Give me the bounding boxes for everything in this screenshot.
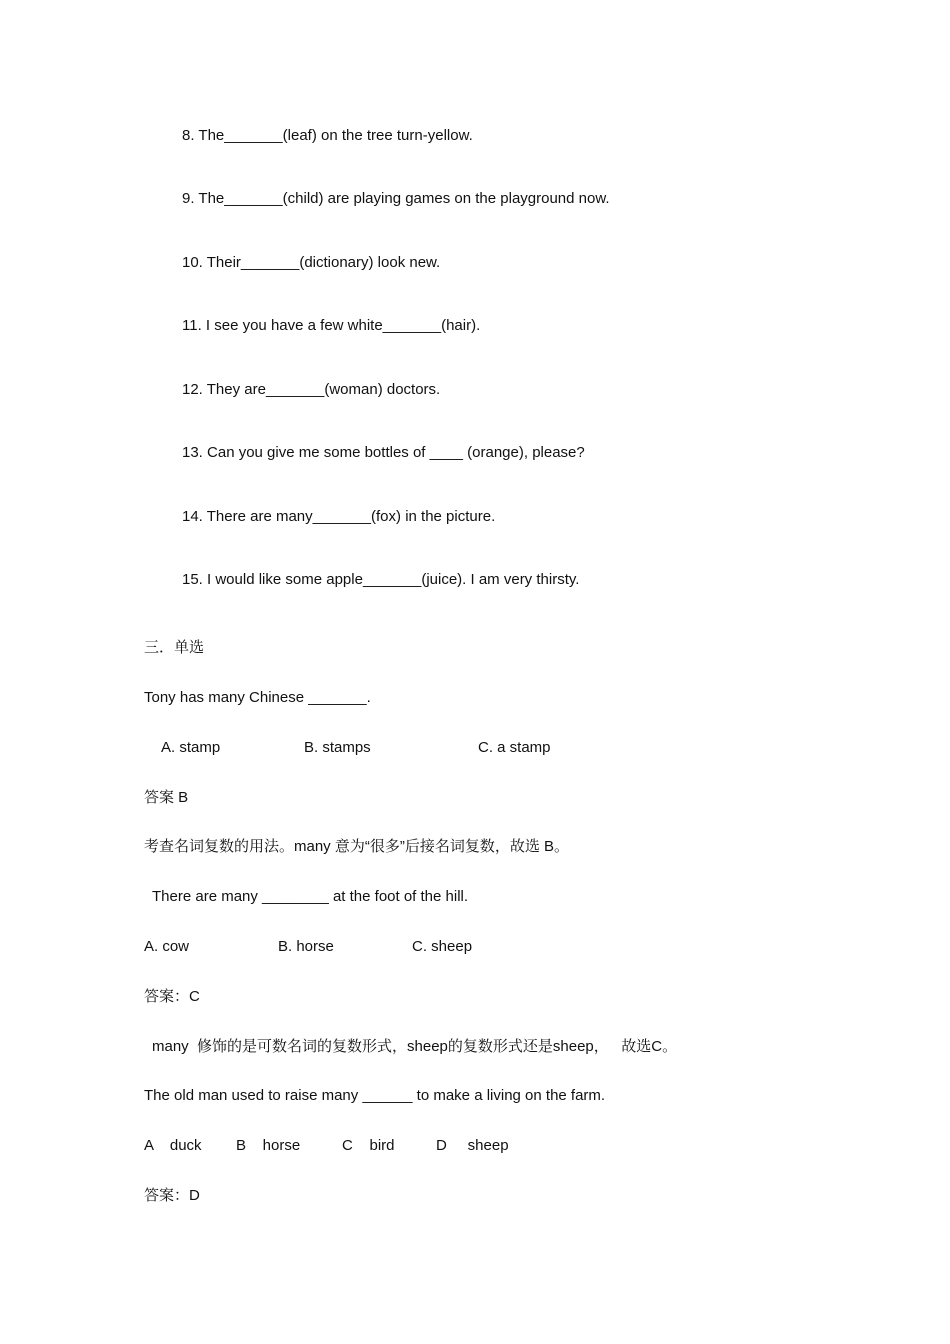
question-stem: Tony has many Chinese _______. bbox=[144, 689, 371, 706]
option-c: C bird bbox=[342, 1137, 395, 1154]
answer: 答案 B bbox=[144, 789, 189, 806]
answer: 答案：D bbox=[144, 1187, 200, 1204]
option-a: A duck bbox=[144, 1137, 202, 1154]
option-a: A. stamp bbox=[161, 739, 221, 756]
exercise-15: 15. I would like some apple_______(juice). I am very thirsty. bbox=[182, 571, 580, 588]
exercise-8: 8. The_______(leaf) on the tree turn-yellow. bbox=[182, 127, 473, 144]
explanation: many 修饰的是可数名词的复数形式，sheep的复数形式还是sheep， 故选C。 bbox=[152, 1038, 678, 1055]
option-a: A. cow bbox=[144, 938, 190, 955]
exercise-13: 13. Can you give me some bottles of ____ (orange), please? bbox=[182, 444, 585, 461]
explanation: 考查名词复数的用法。many 意为“很多”后接名词复数，故选 B。 bbox=[144, 838, 570, 855]
option-c: C. a stamp bbox=[478, 739, 551, 756]
option-b: B horse bbox=[236, 1137, 301, 1154]
option-d: D sheep bbox=[436, 1137, 509, 1154]
question-stem: The old man used to raise many ______ to make a living on the farm. bbox=[144, 1087, 606, 1104]
exercise-11: 11. I see you have a few white_______(hair). bbox=[182, 317, 481, 334]
question-stem: There are many ________ at the foot of the hill. bbox=[152, 888, 469, 905]
answer: 答案：C bbox=[144, 988, 200, 1005]
exercise-14: 14. There are many_______(fox) in the picture. bbox=[182, 508, 496, 525]
option-b: B. horse bbox=[278, 938, 334, 955]
section-title: 三．单选 bbox=[144, 639, 205, 656]
option-b: B. stamps bbox=[304, 739, 371, 756]
option-c: C. sheep bbox=[412, 938, 473, 955]
exercise-9: 9. The_______(child) are playing games on the playground now. bbox=[182, 190, 610, 207]
exercise-12: 12. They are_______(woman) doctors. bbox=[182, 381, 441, 398]
exercise-10: 10. Their_______(dictionary) look new. bbox=[182, 254, 441, 271]
